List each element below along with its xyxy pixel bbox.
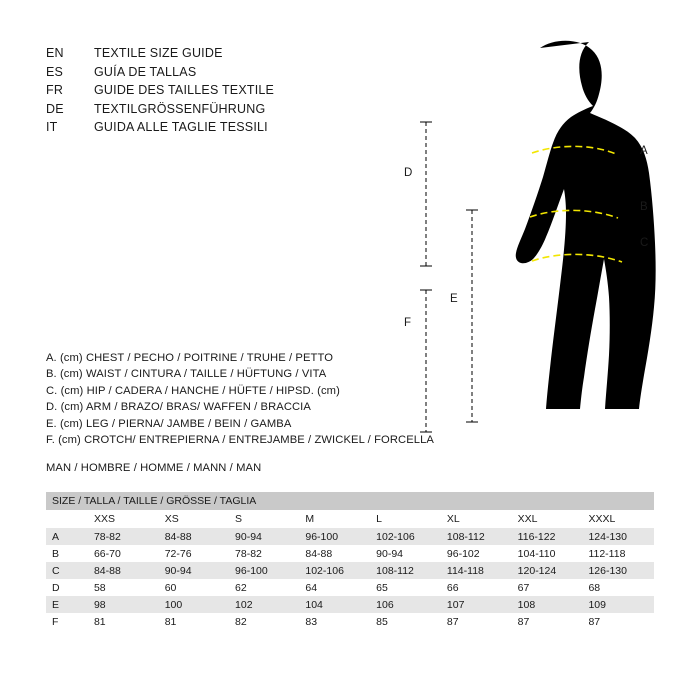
cell: 108 — [512, 596, 583, 613]
title-lang-code: ES — [46, 64, 64, 79]
title-row — [46, 100, 426, 119]
callout-label-b: B — [640, 201, 648, 213]
size-header-m: M — [299, 510, 370, 528]
size-header-xxs: XXS — [88, 510, 159, 528]
table-row — [46, 562, 654, 579]
table-row — [46, 545, 654, 562]
cell: 90-94 — [370, 545, 441, 562]
row-label: E — [46, 596, 88, 613]
cell: 108-112 — [441, 528, 512, 545]
legend-line-b: B. (cm) WAIST / CINTURA / TAILLE / HÜFTUNG / VITA — [46, 368, 327, 381]
callout-label-c: C — [640, 237, 649, 249]
table-header-band — [46, 492, 654, 510]
title-text: TEXTILGRÖSSENFÜHRUNG — [94, 101, 266, 116]
callout-label-a: A — [640, 145, 648, 157]
cell: 84-88 — [88, 562, 159, 579]
cell: 87 — [582, 613, 654, 630]
dimension-label-f: F — [404, 317, 412, 329]
gender-label: MAN / HOMBRE / HOMME / MANN / MAN — [46, 462, 262, 474]
title-row — [46, 81, 426, 100]
table-column-headers — [46, 510, 654, 528]
title-lang-code: FR — [46, 83, 64, 97]
cell: 84-88 — [299, 545, 370, 562]
legend-line-d: D. (cm) ARM / BRAZO/ BRAS/ WAFFEN / BRACCIA — [46, 401, 311, 414]
legend-line-c: C. (cm) HIP / CADERA / HANCHE / HÜFTE / HIPSD. (cm) — [46, 384, 340, 397]
cell: 66-70 — [88, 545, 159, 562]
title-text: TEXTILE SIZE GUIDE — [94, 46, 223, 60]
cell: 120-124 — [512, 562, 583, 579]
row-label: B — [46, 545, 88, 562]
dimension-label-d: D — [404, 167, 413, 179]
cell: 66 — [441, 579, 512, 596]
legend-line-e: E. (cm) LEG / PIERNA/ JAMBE / BEIN / GAMBA — [46, 417, 292, 430]
row-label: F — [46, 613, 88, 630]
cell: 85 — [370, 613, 441, 630]
cell: 112-118 — [582, 545, 654, 562]
size-header-xl: XL — [441, 510, 512, 528]
size-header-s: S — [229, 510, 299, 528]
cell: 72-76 — [159, 545, 229, 562]
title-block — [46, 44, 426, 137]
cell: 102-106 — [299, 562, 370, 579]
cell: 108-112 — [370, 562, 441, 579]
cell: 60 — [159, 579, 229, 596]
size-header-xxl: XXL — [512, 510, 583, 528]
cell: 102-106 — [370, 528, 441, 545]
size-table — [46, 492, 654, 630]
table-row — [46, 579, 654, 596]
row-label: D — [46, 579, 88, 596]
cell: 104 — [299, 596, 370, 613]
cell: 65 — [370, 579, 441, 596]
cell: 107 — [441, 596, 512, 613]
cell: 96-102 — [441, 545, 512, 562]
cell: 67 — [512, 579, 583, 596]
size-table-wrap — [46, 492, 654, 630]
cell: 78-82 — [229, 545, 299, 562]
title-lang-code: IT — [46, 120, 58, 134]
title-text: GUÍA DE TALLAS — [94, 64, 197, 79]
legend-line-f: F. (cm) CROTCH/ ENTREPIERNA / ENTREJAMBE / ZWICKEL / FORCELLA — [46, 434, 434, 447]
title-lang-code: EN — [46, 46, 64, 60]
table-row — [46, 613, 654, 630]
table-row — [46, 596, 654, 613]
cell: 102 — [229, 596, 299, 613]
cell: 98 — [88, 596, 159, 613]
man-silhouette-icon — [516, 41, 656, 409]
cell: 87 — [441, 613, 512, 630]
size-header-l: L — [370, 510, 441, 528]
row-label: A — [46, 528, 88, 545]
title-row — [46, 118, 426, 137]
size-header-xs: XS — [159, 510, 229, 528]
cell: 81 — [159, 613, 229, 630]
cell: 62 — [229, 579, 299, 596]
cell: 106 — [370, 596, 441, 613]
cell: 68 — [582, 579, 654, 596]
cell: 83 — [299, 613, 370, 630]
cell: 96-100 — [229, 562, 299, 579]
cell: 82 — [229, 613, 299, 630]
legend-block — [46, 350, 466, 448]
corner-cell — [46, 510, 88, 528]
title-row — [46, 44, 426, 63]
title-row — [46, 63, 426, 82]
cell: 90-94 — [159, 562, 229, 579]
cell: 64 — [299, 579, 370, 596]
cell: 100 — [159, 596, 229, 613]
size-header-xxxl: XXXL — [582, 510, 654, 528]
cell: 124-130 — [582, 528, 654, 545]
title-text: GUIDA ALLE TAGLIE TESSILI — [94, 120, 268, 134]
cell: 104-110 — [512, 545, 583, 562]
legend-line-a: A. (cm) CHEST / PECHO / POITRINE / TRUHE / PETTO — [46, 352, 334, 364]
cell: 114-118 — [441, 562, 512, 579]
cell: 96-100 — [299, 528, 370, 545]
cell: 109 — [582, 596, 654, 613]
cell: 78-82 — [88, 528, 159, 545]
row-label: C — [46, 562, 88, 579]
cell: 84-88 — [159, 528, 229, 545]
cell: 58 — [88, 579, 159, 596]
table-header-label: SIZE / TALLA / TAILLE / GRÖSSE / TAGLIA — [46, 492, 654, 510]
cell: 81 — [88, 613, 159, 630]
table-row — [46, 528, 654, 545]
title-text: GUIDE DES TAILLES TEXTILE — [94, 83, 275, 97]
cell: 90-94 — [229, 528, 299, 545]
cell: 126-130 — [582, 562, 654, 579]
cell: 116-122 — [512, 528, 583, 545]
title-lang-code: DE — [46, 101, 64, 116]
cell: 87 — [512, 613, 583, 630]
dimension-label-e: E — [450, 293, 458, 305]
